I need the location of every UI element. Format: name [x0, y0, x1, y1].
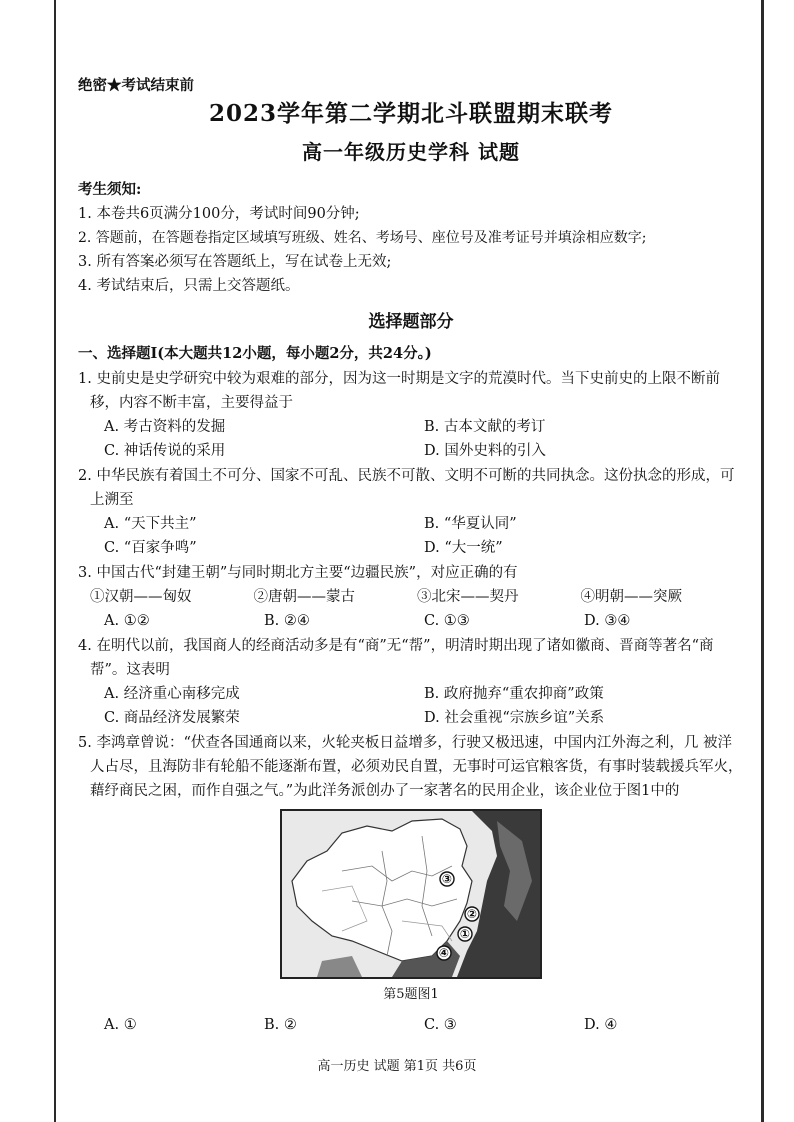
- china-map-figure: [280, 809, 542, 979]
- notice-line: 3. 所有答案必须写在答题纸上，写在试卷上无效;: [78, 254, 392, 270]
- map-marker-1: ①: [459, 927, 471, 941]
- map-marker-3: ③: [441, 872, 453, 886]
- question-1: [78, 367, 744, 463]
- map-marker-2: ②: [466, 907, 478, 921]
- option-c: C. 商品经济发展繁荣: [104, 710, 240, 726]
- option-b: B. 古本文献的考订: [424, 419, 546, 435]
- option-a: A. “天下共主”: [104, 516, 197, 532]
- figure-caption: 第5题图1: [383, 987, 439, 1002]
- option-c: C. ①③: [424, 613, 470, 629]
- statement-item: ③北宋——契丹: [417, 589, 519, 605]
- question-stem: 1. 史前史是史学研究中较为艰难的部分，因为这一时期是文字的荒漠时代。当下史前史的上限不断前移，内容不断丰富，主要得益于: [78, 371, 720, 411]
- page-border-right: [761, 0, 764, 1122]
- notice-heading: 考生须知:: [78, 181, 142, 198]
- china-map-icon: [282, 811, 540, 977]
- options: [78, 1013, 744, 1037]
- notice-line: 2. 答题前，在答题卷指定区域填写班级、姓名、考场号、座位号及准考证号并填涂相应数字;: [78, 230, 647, 246]
- map-marker-4: ④: [438, 946, 450, 960]
- statement-items: [78, 585, 744, 609]
- option-b: B. 政府抛弃“重农抑商”政策: [424, 686, 604, 702]
- option-d: D. “大一统”: [424, 540, 503, 556]
- notice-line: 4. 考试结束后，只需上交答题纸。: [78, 278, 300, 294]
- question-stem: 3. 中国古代“封建王朝”与同时期北方主要“边疆民族”，对应正确的有: [78, 565, 518, 581]
- page-border-left: [54, 0, 56, 1122]
- question-stem: 4. 在明代以前，我国商人的经商活动多是有“商”无“帮”，明清时期出现了诸如徽商、晋商等著名“商帮”。这表明: [78, 638, 714, 678]
- statement-item: ④明朝——突厥: [580, 589, 682, 605]
- statement-item: ②唐朝——蒙古: [253, 589, 355, 605]
- option-d: D. ④: [584, 1017, 618, 1033]
- option-b: B. ②④: [264, 613, 310, 629]
- question-5: [78, 731, 744, 1037]
- secret-label: 绝密★考试结束前: [78, 77, 194, 94]
- options: [78, 609, 744, 633]
- option-c: C. 神话传说的采用: [104, 443, 226, 459]
- option-d: D. ③④: [584, 613, 631, 629]
- option-b: B. “华夏认同”: [424, 516, 517, 532]
- options: [78, 415, 744, 463]
- question-3: [78, 561, 744, 633]
- options: [78, 512, 744, 560]
- option-a: A. ①②: [104, 613, 150, 629]
- figure: [78, 809, 744, 979]
- question-stem: 5. 李鸿章曾说：“伏查各国通商以来，火轮夹板日益增多，行驶又极迅速，中国内江外海之利，几 被洋人占尽，且海防非有轮船不能逐渐布置，必须劝民自置，无事时可运官粮客货，有事时装载援兵军火，藉纾商民之困，而作自强之气。”为此洋务派创办了一家著名的民用企业，该企业位于图1中的: [78, 735, 743, 799]
- section-title: 选择题部分: [368, 312, 454, 332]
- option-c: C. “百家争鸣”: [104, 540, 197, 556]
- option-c: C. ③: [424, 1017, 457, 1033]
- question-4: [78, 634, 744, 730]
- page-content: [78, 74, 744, 1037]
- statement-item: ①汉朝——匈奴: [90, 589, 192, 605]
- notice-line: 1. 本卷共6页满分100分，考试时间90分钟;: [78, 206, 360, 222]
- option-a: A. 经济重心南移完成: [104, 686, 240, 702]
- question-stem: 2. 中华民族有着国土不可分、国家不可乱、民族不可散、文明不可断的共同执念。这份执念的形成，可上溯至: [78, 468, 735, 508]
- exam-title: 2023学年第二学期北斗联盟期末联考: [208, 100, 613, 127]
- option-d: D. 国外史料的引入: [424, 443, 546, 459]
- option-b: B. ②: [264, 1017, 297, 1033]
- page-footer: 高一历史 试题 第1页 共6页: [317, 1059, 477, 1074]
- options: [78, 682, 744, 730]
- option-d: D. 社会重视“宗族乡谊”关系: [424, 710, 605, 726]
- question-2: [78, 464, 744, 560]
- option-a: A. ①: [104, 1017, 137, 1033]
- option-a: A. 考古资料的发掘: [104, 419, 226, 435]
- exam-subtitle: 高一年级历史学科 试题: [302, 140, 520, 164]
- part-heading: 一、选择题I(本大题共12小题，每小题2分，共24分。): [78, 345, 432, 362]
